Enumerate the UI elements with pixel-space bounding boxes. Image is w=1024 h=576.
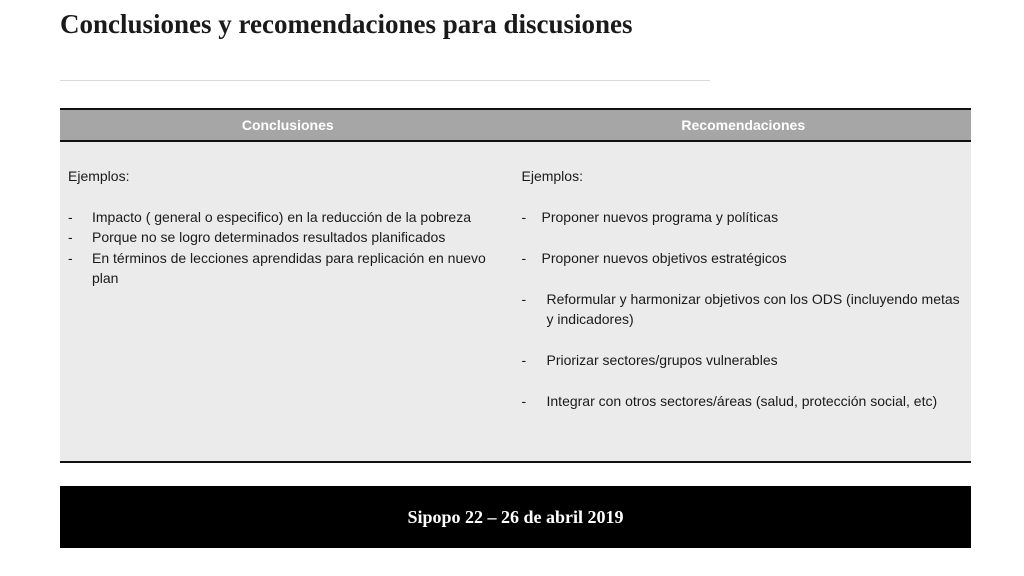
- list-item: [522, 248, 962, 269]
- footer-banner: [60, 486, 971, 548]
- recomendaciones-intro: Ejemplos:: [521, 168, 583, 184]
- page-title: Conclusiones y recomendaciones para discusiones: [60, 9, 633, 39]
- bullet-dash: -: [521, 249, 527, 266]
- conclusions-table: [60, 108, 971, 463]
- header-conclusiones: Conclusiones: [241, 117, 334, 133]
- recomendaciones-list: [522, 207, 962, 412]
- conclusiones-list: [68, 207, 508, 289]
- title-divider: [60, 80, 710, 81]
- bullet-dash: -: [521, 290, 527, 307]
- list-item: [522, 391, 962, 412]
- list-item-text: En términos de lecciones aprendidas para replicación en nuevo plan: [92, 249, 486, 286]
- list-item-text: Priorizar sectores/grupos vulnerables: [546, 352, 778, 368]
- conclusiones-cell: [60, 142, 516, 412]
- list-item-text: Proponer nuevos objetivos estratégicos: [541, 249, 787, 266]
- bullet-dash: -: [68, 208, 73, 225]
- table-header-row: [60, 110, 971, 142]
- header-recomendaciones: Recomendaciones: [681, 117, 806, 133]
- bullet-dash: -: [521, 352, 527, 368]
- list-item: [522, 350, 962, 371]
- bullet-dash: -: [68, 229, 73, 245]
- conclusiones-intro: Ejemplos:: [68, 168, 130, 184]
- list-item-text: Impacto ( general o especifico) en la reducción de la pobreza: [92, 208, 471, 225]
- table-body: [60, 142, 971, 412]
- bullet-dash: -: [521, 208, 527, 225]
- bullet-dash: -: [68, 249, 73, 266]
- list-item-text: Reformular y harmonizar objetivos con los ODS (incluyendo metas y indicadores): [546, 290, 960, 327]
- list-item: [68, 227, 508, 248]
- list-item: [522, 289, 962, 330]
- list-item-text: Integrar con otros sectores/áreas (salud, protección social, etc): [546, 393, 938, 409]
- recomendaciones-cell: [516, 142, 972, 412]
- list-item-text: Proponer nuevos programa y políticas: [541, 208, 779, 225]
- bullet-dash: -: [521, 393, 527, 409]
- list-item: [522, 207, 962, 228]
- footer-text: Sipopo 22 – 26 de abril 2019: [407, 506, 624, 527]
- list-item: [68, 248, 508, 289]
- list-item: [68, 207, 508, 228]
- list-item-text: Porque no se logro determinados resultados planificados: [92, 229, 446, 245]
